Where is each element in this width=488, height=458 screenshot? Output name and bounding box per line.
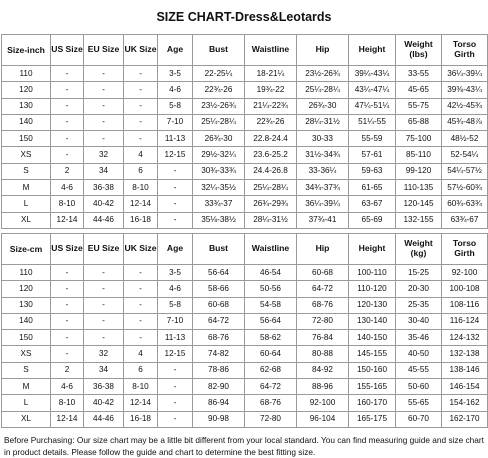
table-cell: 155-165	[349, 379, 396, 395]
table-cell: 25¼-28¼	[297, 82, 349, 98]
table-cell: -	[84, 98, 124, 114]
table-cell: 62-68	[245, 362, 297, 378]
inch_table-header-cell: US Size	[51, 35, 84, 66]
cm_table-header-cell: Hip	[297, 233, 349, 264]
cm-header-row	[2, 233, 488, 264]
table-cell: 22.8-24.4	[245, 131, 297, 147]
table-cell: 165-175	[349, 411, 396, 427]
table-row	[2, 313, 488, 329]
table-row	[2, 379, 488, 395]
inch_table-header-cell: Hip	[297, 35, 349, 66]
table-cell: 50-60	[396, 379, 442, 395]
table-cell: 26¾-30	[193, 131, 245, 147]
table-cell: 24.4-26.8	[245, 163, 297, 179]
table-cell: 12-14	[51, 212, 84, 228]
table-cell: 30¾-33¾	[193, 163, 245, 179]
table-cell: 36¼-39¼	[442, 66, 488, 82]
table-cell: 23½-26¾	[297, 66, 349, 82]
table-cell: L	[2, 395, 51, 411]
table-cell: 8-10	[124, 379, 158, 395]
table-cell: -	[51, 264, 84, 280]
table-cell: 23.6-25.2	[245, 147, 297, 163]
table-cell: -	[124, 66, 158, 82]
table-cell: 74-82	[193, 346, 245, 362]
table-cell: 32	[84, 147, 124, 163]
table-cell: 30-33	[297, 131, 349, 147]
table-cell: 54-58	[245, 297, 297, 313]
table-cell: 34	[84, 163, 124, 179]
table-cell: -	[51, 313, 84, 329]
table-cell: 56-64	[245, 313, 297, 329]
table-cell: -	[84, 114, 124, 130]
table-cell: 28¼-31½	[297, 114, 349, 130]
inch_table-header-cell: EU Size	[84, 35, 124, 66]
table-cell: 99-120	[396, 163, 442, 179]
table-cell: 55-65	[396, 395, 442, 411]
table-cell: 82-90	[193, 379, 245, 395]
table-cell: 92-100	[297, 395, 349, 411]
table-cell: -	[51, 297, 84, 313]
table-cell: -	[84, 281, 124, 297]
table-row	[2, 297, 488, 313]
table-cell: 68-76	[297, 297, 349, 313]
table-cell: -	[124, 313, 158, 329]
table-cell: 40-42	[84, 196, 124, 212]
table-cell: -	[124, 114, 158, 130]
table-cell: 60¾-63¾	[442, 196, 488, 212]
table-cell: 132-138	[442, 346, 488, 362]
table-cell: 54¼-57½	[442, 163, 488, 179]
table-cell: 12-14	[51, 411, 84, 427]
table-cell: 64-72	[297, 281, 349, 297]
table-row	[2, 98, 488, 114]
table-cell: 50-56	[245, 281, 297, 297]
table-cell: 162-170	[442, 411, 488, 427]
inch_table-header-cell: Size-inch	[2, 35, 51, 66]
table-cell: 55-59	[349, 131, 396, 147]
table-cell: 57-61	[349, 147, 396, 163]
table-cell: -	[124, 264, 158, 280]
table-cell: 19¾-22	[245, 82, 297, 98]
table-cell: 65-88	[396, 114, 442, 130]
table-cell: 140	[2, 114, 51, 130]
table-cell: 42½-45¾	[442, 98, 488, 114]
table-cell: 5-8	[158, 98, 193, 114]
table-cell: 78-86	[193, 362, 245, 378]
table-cell: 2	[51, 362, 84, 378]
table-row	[2, 362, 488, 378]
table-cell: -	[84, 82, 124, 98]
table-cell: 57½-60¾	[442, 180, 488, 196]
table-cell: 8-10	[51, 196, 84, 212]
table-cell: 116-124	[442, 313, 488, 329]
table-cell: 61-65	[349, 180, 396, 196]
table-cell: -	[124, 82, 158, 98]
table-cell: XS	[2, 346, 51, 362]
table-cell: 28¼-31½	[245, 212, 297, 228]
table-cell: 43¼-47¼	[349, 82, 396, 98]
table-row	[2, 163, 488, 179]
cm_table-header-cell: EU Size	[84, 233, 124, 264]
table-cell: 56-64	[193, 264, 245, 280]
table-cell: -	[84, 66, 124, 82]
table-cell: 88-96	[297, 379, 349, 395]
table-cell: 7-10	[158, 114, 193, 130]
table-cell: 25¼-28¼	[245, 180, 297, 196]
table-cell: 36-38	[84, 379, 124, 395]
table-cell: -	[84, 264, 124, 280]
size-table-inch	[1, 34, 488, 229]
table-cell: 63¾-67	[442, 212, 488, 228]
table-row	[2, 196, 488, 212]
table-cell: 12-14	[124, 395, 158, 411]
table-cell: 45-55	[396, 362, 442, 378]
table-cell: 130	[2, 98, 51, 114]
table-cell: 21¼-22¾	[245, 98, 297, 114]
table-cell: 120	[2, 281, 51, 297]
table-row	[2, 131, 488, 147]
table-cell: 25¼-28¼	[193, 114, 245, 130]
table-cell: 145-155	[349, 346, 396, 362]
table-cell: 44-46	[84, 411, 124, 427]
inch-header-row	[2, 35, 488, 66]
table-cell: 11-13	[158, 330, 193, 346]
table-cell: 15-25	[396, 264, 442, 280]
table-cell: 154-162	[442, 395, 488, 411]
table-cell: -	[51, 131, 84, 147]
table-cell: 132-155	[396, 212, 442, 228]
table-cell: 51¼-55	[349, 114, 396, 130]
table-cell: 68-76	[193, 330, 245, 346]
table-cell: 39¼-43¼	[349, 66, 396, 82]
table-cell: 140-150	[349, 330, 396, 346]
table-cell: 150-160	[349, 362, 396, 378]
table-cell: 60-68	[297, 264, 349, 280]
table-cell: 55-75	[396, 98, 442, 114]
table-cell: 32	[84, 346, 124, 362]
table-cell: 3-5	[158, 264, 193, 280]
table-cell: 6	[124, 163, 158, 179]
table-cell: 18-21¼	[245, 66, 297, 82]
table-cell: 16-18	[124, 411, 158, 427]
cm_table-header-cell: Age	[158, 233, 193, 264]
table-cell: -	[51, 82, 84, 98]
table-cell: 80-88	[297, 346, 349, 362]
table-cell: 32¼-35½	[193, 180, 245, 196]
table-cell: -	[51, 147, 84, 163]
cm_table-header-cell: US Size	[51, 233, 84, 264]
table-cell: -	[51, 330, 84, 346]
table-cell: 2	[51, 163, 84, 179]
table-cell: 75-100	[396, 131, 442, 147]
table-cell: 64-72	[245, 379, 297, 395]
size-table-cm	[1, 233, 488, 428]
table-cell: 4-6	[51, 180, 84, 196]
table-cell: 120	[2, 82, 51, 98]
cm_table-header-cell: UK Size	[124, 233, 158, 264]
table-cell: -	[51, 98, 84, 114]
table-cell: 23½-26¾	[193, 98, 245, 114]
table-cell: 26¾-29¾	[245, 196, 297, 212]
table-row	[2, 212, 488, 228]
table-cell: 36-38	[84, 180, 124, 196]
table-cell: 4-6	[51, 379, 84, 395]
table-cell: 8-10	[124, 180, 158, 196]
table-cell: 86-94	[193, 395, 245, 411]
table-cell: 100-108	[442, 281, 488, 297]
table-cell: 26¾-30	[297, 98, 349, 114]
table-cell: 16-18	[124, 212, 158, 228]
table-cell: -	[158, 196, 193, 212]
table-cell: 120-130	[349, 297, 396, 313]
cm_table-header-cell: Weight (kg)	[396, 233, 442, 264]
table-cell: -	[158, 362, 193, 378]
table-cell: 34¾-37¾	[297, 180, 349, 196]
table-cell: 48½-52	[442, 131, 488, 147]
table-cell: 31½-34¾	[297, 147, 349, 163]
table-cell: 22-25¼	[193, 66, 245, 82]
table-cell: -	[158, 212, 193, 228]
table-cell: -	[51, 114, 84, 130]
table-cell: -	[84, 330, 124, 346]
table-cell: 12-14	[124, 196, 158, 212]
table-row	[2, 264, 488, 280]
table-cell: 140	[2, 313, 51, 329]
table-row	[2, 82, 488, 98]
purchase-note: Before Purchasing: Our size chart may be a little bit different from your local standard. You can find measuring guide and size chart in product details. Please follow the guide and chart to determine the best fitting size.	[4, 434, 484, 457]
table-cell: L	[2, 196, 51, 212]
table-cell: -	[158, 395, 193, 411]
table-cell: 63-67	[349, 196, 396, 212]
table-cell: 44-46	[84, 212, 124, 228]
table-cell: 90-98	[193, 411, 245, 427]
table-cell: 4-6	[158, 281, 193, 297]
inch_table-header-cell: Waistline	[245, 35, 297, 66]
table-cell: 130	[2, 297, 51, 313]
table-cell: 7-10	[158, 313, 193, 329]
table-cell: M	[2, 180, 51, 196]
table-cell: 11-13	[158, 131, 193, 147]
table-cell: 60-68	[193, 297, 245, 313]
table-cell: 39⅜-43¼	[442, 82, 488, 98]
table-cell: 110-120	[349, 281, 396, 297]
table-cell: 3-5	[158, 66, 193, 82]
table-cell: 52-54¼	[442, 147, 488, 163]
table-row	[2, 330, 488, 346]
table-cell: 8-10	[51, 395, 84, 411]
table-cell: 124-132	[442, 330, 488, 346]
table-cell: 64-72	[193, 313, 245, 329]
table-cell: 58-62	[245, 330, 297, 346]
table-cell: 6	[124, 362, 158, 378]
table-cell: 84-92	[297, 362, 349, 378]
table-cell: 33¾-37	[193, 196, 245, 212]
table-row	[2, 114, 488, 130]
table-cell: 150	[2, 330, 51, 346]
table-cell: 22¾-26	[245, 114, 297, 130]
table-cell: 72-80	[297, 313, 349, 329]
table-cell: 65-69	[349, 212, 396, 228]
table-cell: -	[51, 66, 84, 82]
table-cell: 120-145	[396, 196, 442, 212]
cm_table-header-cell: Waistline	[245, 233, 297, 264]
table-cell: 35⅛-38½	[193, 212, 245, 228]
table-cell: -	[124, 297, 158, 313]
table-cell: 34	[84, 362, 124, 378]
inch_table-header-cell: Age	[158, 35, 193, 66]
table-cell: 4	[124, 346, 158, 362]
table-cell: 60-64	[245, 346, 297, 362]
table-cell: -	[84, 131, 124, 147]
table-cell: XL	[2, 411, 51, 427]
table-cell: 110	[2, 66, 51, 82]
table-cell: 29½-32¼	[193, 147, 245, 163]
table-cell: 100-110	[349, 264, 396, 280]
table-cell: -	[124, 98, 158, 114]
table-cell: -	[51, 346, 84, 362]
table-cell: 30-40	[396, 313, 442, 329]
cm_table-header-cell: Bust	[193, 233, 245, 264]
table-cell: 45-65	[396, 82, 442, 98]
table-cell: S	[2, 163, 51, 179]
table-cell: 72-80	[245, 411, 297, 427]
table-cell: -	[84, 313, 124, 329]
table-cell: 40-50	[396, 346, 442, 362]
table-cell: S	[2, 362, 51, 378]
table-cell: 5-8	[158, 297, 193, 313]
table-cell: XS	[2, 147, 51, 163]
table-row	[2, 395, 488, 411]
table-cell: 138-146	[442, 362, 488, 378]
table-cell: 4	[124, 147, 158, 163]
table-cell: 25-35	[396, 297, 442, 313]
table-cell: 37¾-41	[297, 212, 349, 228]
table-cell: 47¼-51¼	[349, 98, 396, 114]
inch_table-header-cell: Torso Girth	[442, 35, 488, 66]
table-cell: 76-84	[297, 330, 349, 346]
table-row	[2, 180, 488, 196]
table-cell: 33-36¼	[297, 163, 349, 179]
table-cell: -	[158, 180, 193, 196]
table-cell: 92-100	[442, 264, 488, 280]
table-cell: 58-66	[193, 281, 245, 297]
table-cell: 146-154	[442, 379, 488, 395]
table-row	[2, 66, 488, 82]
table-row	[2, 346, 488, 362]
table-cell: M	[2, 379, 51, 395]
table-row	[2, 281, 488, 297]
cm_table-header-cell: Height	[349, 233, 396, 264]
table-cell: -	[158, 163, 193, 179]
table-cell: 130-140	[349, 313, 396, 329]
table-cell: -	[84, 297, 124, 313]
inch_table-header-cell: UK Size	[124, 35, 158, 66]
table-cell: 40-42	[84, 395, 124, 411]
table-cell: 35-46	[396, 330, 442, 346]
table-cell: 4-6	[158, 82, 193, 98]
inch_table-header-cell: Bust	[193, 35, 245, 66]
table-cell: -	[124, 330, 158, 346]
table-cell: 108-116	[442, 297, 488, 313]
page-title: SIZE CHART-Dress&Leotards	[156, 10, 332, 24]
table-cell: 46-54	[245, 264, 297, 280]
table-cell: -	[158, 411, 193, 427]
cm_table-header-cell: Torso Girth	[442, 233, 488, 264]
table-cell: 12-15	[158, 147, 193, 163]
table-row	[2, 147, 488, 163]
table-cell: 60-70	[396, 411, 442, 427]
table-cell: 59-63	[349, 163, 396, 179]
table-cell: -	[124, 131, 158, 147]
table-cell: 110-135	[396, 180, 442, 196]
table-cell: 150	[2, 131, 51, 147]
table-cell: 68-76	[245, 395, 297, 411]
inch_table-header-cell: Height	[349, 35, 396, 66]
table-cell: -	[124, 281, 158, 297]
table-cell: XL	[2, 212, 51, 228]
table-cell: 45¾-48⅞	[442, 114, 488, 130]
table-cell: 110	[2, 264, 51, 280]
table-cell: 33-55	[396, 66, 442, 82]
table-cell: 22¾-26	[193, 82, 245, 98]
table-row	[2, 411, 488, 427]
table-cell: 12-15	[158, 346, 193, 362]
table-cell: 85-110	[396, 147, 442, 163]
inch_table-header-cell: Weight (lbs)	[396, 35, 442, 66]
table-cell: 20-30	[396, 281, 442, 297]
table-cell: 160-170	[349, 395, 396, 411]
cm_table-header-cell: Size-cm	[2, 233, 51, 264]
table-cell: 36¼-39¼	[297, 196, 349, 212]
table-cell: -	[51, 281, 84, 297]
table-cell: 96-104	[297, 411, 349, 427]
table-cell: -	[158, 379, 193, 395]
